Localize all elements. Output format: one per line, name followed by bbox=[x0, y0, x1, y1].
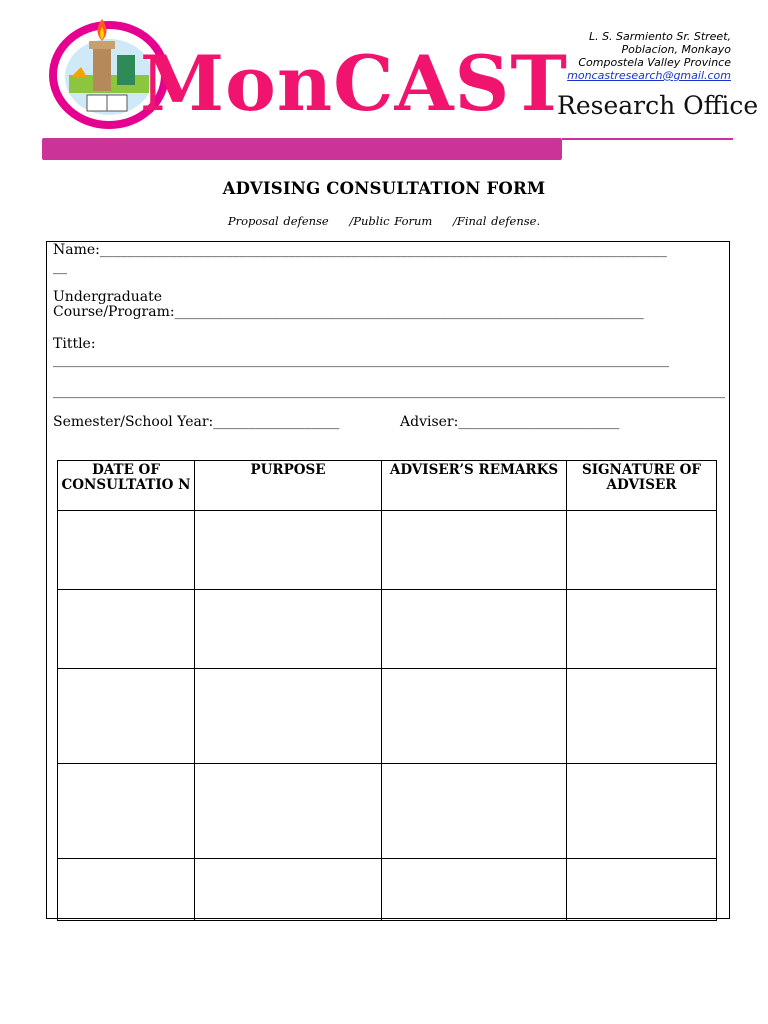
office-name: Research Office bbox=[557, 91, 759, 120]
table-row bbox=[58, 511, 717, 590]
course-program-field[interactable]: Course/Program:___________________________________________________________________ bbox=[53, 304, 644, 320]
table-row bbox=[58, 669, 717, 764]
cell-signature[interactable] bbox=[567, 511, 717, 590]
table-row bbox=[58, 764, 717, 859]
name-field[interactable]: Name:_________________________________________________________________________________ bbox=[53, 242, 667, 258]
cell-remarks[interactable] bbox=[382, 669, 567, 764]
header-advisers-remarks: ADVISER’S REMARKS bbox=[382, 461, 567, 511]
email-link[interactable]: moncastresearch@gmail.com bbox=[567, 69, 731, 82]
address-block bbox=[567, 30, 731, 82]
option-final-defense: /Final defense. bbox=[452, 214, 541, 228]
consultation-table bbox=[57, 460, 717, 921]
cell-signature[interactable] bbox=[567, 859, 717, 921]
header-divider-line bbox=[562, 138, 733, 140]
cell-purpose[interactable] bbox=[195, 859, 382, 921]
cell-purpose[interactable] bbox=[195, 669, 382, 764]
table-row bbox=[58, 590, 717, 669]
address-town: Poblacion, Monkayo bbox=[621, 43, 731, 56]
adviser-field[interactable]: Adviser:_______________________ bbox=[400, 414, 620, 430]
cell-date[interactable] bbox=[58, 859, 195, 921]
cell-remarks[interactable] bbox=[382, 590, 567, 669]
cell-date[interactable] bbox=[58, 511, 195, 590]
title-field-line2[interactable]: ________________________________________________________________________________________________ bbox=[53, 383, 725, 399]
header-date-of-consultation: DATE OF CONSULTATIO N bbox=[58, 461, 195, 511]
course-label: Undergraduate bbox=[53, 289, 162, 305]
cell-date[interactable] bbox=[58, 669, 195, 764]
cell-remarks[interactable] bbox=[382, 511, 567, 590]
option-proposal-defense: Proposal defense bbox=[227, 214, 329, 228]
brand-name: MonCAST bbox=[140, 39, 568, 128]
cell-purpose[interactable] bbox=[195, 764, 382, 859]
name-field-continuation: __ bbox=[53, 259, 67, 275]
address-province: Compostela Valley Province bbox=[578, 56, 731, 69]
title-field-line1[interactable]: ________________________________________________________________________________________ bbox=[53, 352, 669, 368]
cell-purpose[interactable] bbox=[195, 590, 382, 669]
table-row bbox=[58, 859, 717, 921]
cell-date[interactable] bbox=[58, 764, 195, 859]
title-label: Tittle: bbox=[53, 336, 96, 352]
defense-options bbox=[0, 214, 768, 228]
header-purpose: PURPOSE bbox=[195, 461, 382, 511]
header-divider-bar bbox=[42, 138, 562, 160]
cell-date[interactable] bbox=[58, 590, 195, 669]
cell-remarks[interactable] bbox=[382, 764, 567, 859]
cell-signature[interactable] bbox=[567, 669, 717, 764]
cell-signature[interactable] bbox=[567, 590, 717, 669]
cell-signature[interactable] bbox=[567, 764, 717, 859]
header-signature-of-adviser: SIGNATURE OF ADVISER bbox=[567, 461, 717, 511]
form-title: ADVISING CONSULTATION FORM bbox=[222, 179, 546, 198]
option-public-forum: /Public Forum bbox=[349, 214, 433, 228]
semester-school-year-field[interactable]: Semester/School Year:__________________ bbox=[53, 414, 340, 430]
cell-remarks[interactable] bbox=[382, 859, 567, 921]
address-street: L. S. Sarmiento Sr. Street, bbox=[588, 30, 731, 43]
cell-purpose[interactable] bbox=[195, 511, 382, 590]
table-header-row bbox=[58, 461, 717, 511]
